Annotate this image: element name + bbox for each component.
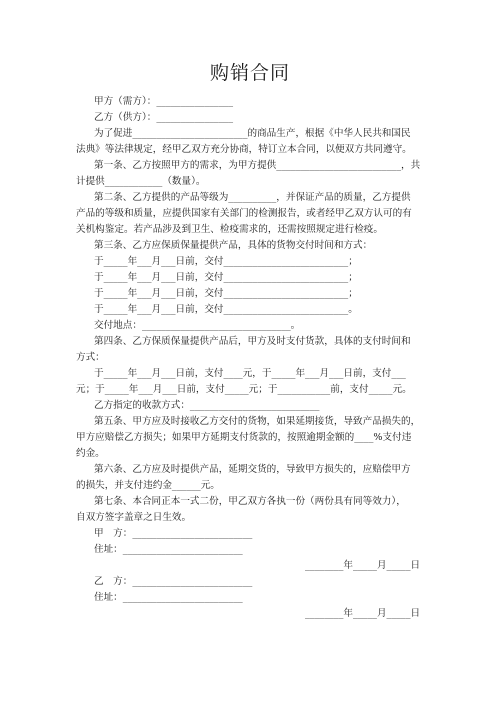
article-4-line-1: 第四条、乙方保质保量提供产品后，甲方及时支付货款，具体的支付时间和	[94, 336, 411, 347]
delivery-location: 交付地点：_______________________________。	[94, 320, 301, 331]
article-1-line-1: 第一条、乙方按照甲方的需求，为甲方提供__________________________，共	[94, 160, 421, 171]
party-a-address: 住址：_________________________	[94, 544, 243, 555]
party-a-line: 甲方（需方）：________________	[94, 96, 234, 107]
article-6-line-1: 第六条、乙方应及时提供产品，延期交货的，导致甲方损失的，应赔偿甲方	[94, 464, 411, 475]
party-b-line: 乙方（供方）：________________	[94, 112, 234, 123]
article-7-line-2: 自双方签字盖章之日生效。	[76, 512, 192, 523]
article-3-heading: 第三条、乙方应保质保量提供产品，具体的货物交付时间和方式：	[94, 240, 373, 251]
party-a-date: ________年_____月_____日	[305, 560, 421, 571]
article-2-line-3: 关机构鉴定。若产品涉及到卫生、检疫需求的，还需按照规定进行检疫。	[76, 224, 383, 235]
preamble-line-2: 法典》等法律规定，经甲乙双方充分协商，特订立本合同，以便双方共同遵守。	[76, 144, 412, 155]
party-a-signature: 甲 方：_________________________	[94, 528, 253, 539]
delivery-line-3: 于_____年___月___日前，交付__________________________；	[94, 288, 358, 299]
article-2-line-1: 第二条、乙方提供的产品等级为__________，并保证产品的质量，乙方提供	[94, 192, 411, 203]
article-5-line-1: 第五条、甲方应及时接收乙方交付的货物，如果延期接货，导致产品损失的，	[94, 416, 421, 427]
article-5-line-2: 甲方应赔偿乙方损失；如果甲方延期支付货款的，按照逾期金额的____%支付违	[76, 432, 412, 443]
preamble-line-1: 为了促进________________________的商品生产，根据《中华人民共和国民	[94, 128, 411, 139]
delivery-line-1: 于_____年___月___日前，交付__________________________；	[94, 256, 358, 267]
payment-line-2: 元；于_____年___月___日前，支付_____元；于___________前，支付_____元。	[76, 384, 412, 395]
party-b-date: ________年_____月_____日	[305, 608, 421, 619]
document-title: 购销合同	[209, 62, 290, 84]
payment-method: 乙方指定的收款方式：___________________________	[94, 400, 320, 411]
article-1-line-2: 计提供____________（数量）。	[76, 176, 206, 187]
article-2-line-2: 产品的等级和质量，应提供国家有关部门的检测报告，或者经甲乙双方认可的有	[76, 208, 412, 219]
article-7-line-1: 第七条、本合同正本一式二份，甲乙双方各执一份（两份具有同等效力），	[94, 496, 406, 507]
article-6-line-2: 的损失，并支付违约金______元。	[76, 480, 220, 491]
delivery-line-2: 于_____年___月___日前，交付__________________________；	[94, 272, 358, 283]
party-b-signature: 乙 方：_________________________	[94, 576, 253, 587]
article-5-line-3: 约金。	[76, 448, 105, 459]
article-4-line-2: 方式：	[76, 352, 105, 363]
delivery-line-4: 于_____年___月___日前，交付__________________________。	[94, 304, 358, 315]
party-b-address: 住址：_________________________	[94, 592, 243, 603]
payment-line-1: 于_____年___月___日前，支付____元，于_____年___月___日前，支付___	[94, 368, 406, 379]
